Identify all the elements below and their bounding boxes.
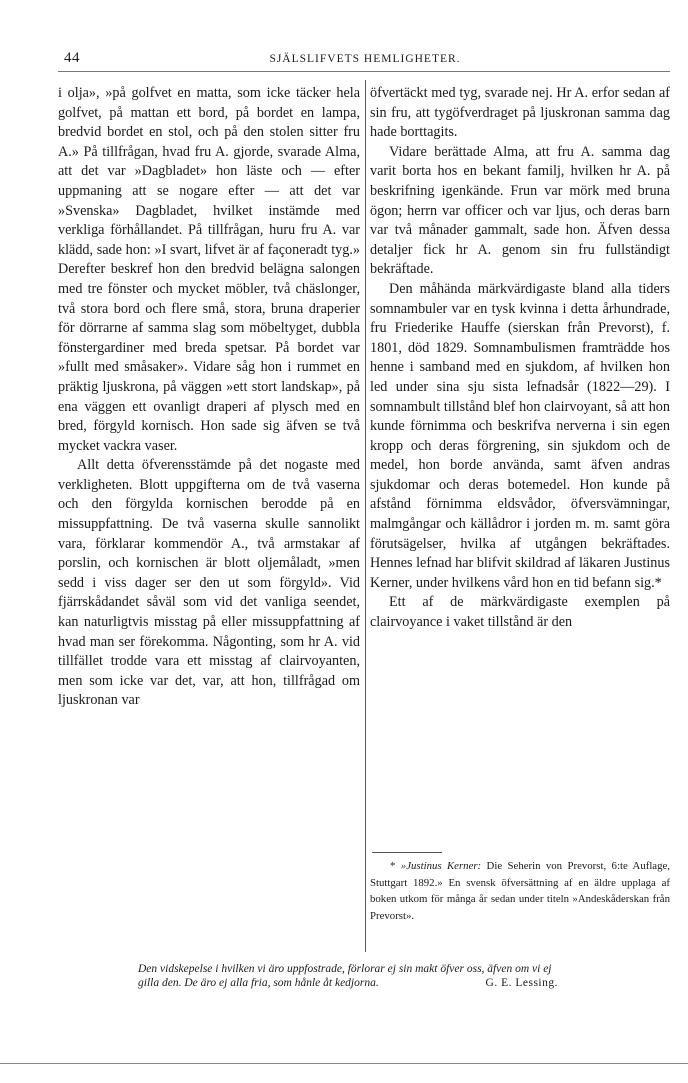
left-paragraph-1: i olja», »på golfvet en matta, som icke täcker hela golfvet, på mattan ett bord, på bordet en lampa, bredvid bordet en stol, och på den stolen sitter fru A.» På tillfrågan, hvad fru A. gjorde, svarade Alma, att det var »Dagbladet» hon läste och — efter uppmaning att se nogare efter — att det var »Svenska» Dagbladet, hvilket instämde med verkliga förhållandet. På tillfrågan, huru fru A. var klädd, sade hon: »I svart, lifvet är af façoneradt tyg.» Derefter beskref hon den bredvid belägna salongen med tre fönster och mycket möbler, två chäslonger, två stora bord och flere små, stora, bruna draperier för dörrarne af samma slag som möbeltyget, dubbla fönstergardiner med breda spetsar. På bordet var »fullt med småsaker». Vidare såg hon i rummet en präktig ljuskrona, på väggen »ett stort landskap», på ena väggen ett ovanligt draperi af plysch med en bred, förgyld kornisch. Hon sade sig äfven se två mycket vackra vaser. [58,85,360,454]
left-column [58,84,360,711]
right-paragraph-2: Vidare berättade Alma, att fru A. samma dag varit borta hos en bekant familj, hvilken hr A. på beskrifning igenkände. Frun var mörk med bruna ögon; herrn var officer och var ljus, och deras barn var två månader gammalt, sade hon. Äfven dessa detaljer fick hr A. genom sin fru fullständigt bekräftade. [370,143,670,278]
page-number: 44 [64,50,80,66]
footnote-marker: * [390,860,401,872]
right-paragraph-3: Den måhända märkvärdigaste bland alla tiders somnambuler var en tysk kvinna i detta århundrade, fru Friederike Hauffe (sierskan från Prevorst), f. 1801, död 1829. Somnambulismen framträdde hos henne i samband med en sjukdom, af hvilken hon led under sina sju sista lefnadsår (1822—29). I somnambult tillstånd blef hon clairvoyant, så att hon kunde förnimma och beskrifva nerverna i sin egen kropp och deras förgrening, sin sjukdom och de medel, hon borde använda, samt äfven andras sjukdomar och deras botemedel. Hon kunde på afstånd förnimma eldsvådor, öfversvämningar, malmgångar och källådror i jorden m. m. samt göra förutsägelser, hvilka af utgången bekräftades. Hennes lefnad har blifvit skildrad af läkaren Justinus Kerner, under hvilkens vård hon en tid befann sig.* [370,280,670,591]
right-column [370,84,670,633]
header-rule [58,71,670,72]
motto-block [138,962,558,990]
footnote-reference: »Justinus Kerner: [400,860,482,872]
running-title: SJÄLSLIFVETS HEMLIGHETER. [269,53,461,65]
bottom-rule [0,1063,688,1064]
motto-text: Den vidskepelse i hvilken vi äro uppfostrade, förlorar ej sin makt öfver oss, äfven om vi ej gilla den. De äro ej alla fria, som hånle åt kedjorna. [138,963,552,989]
column-divider [365,80,366,952]
footnote-text: Die Seherin von Prevorst, 6:te Auflage, Stuttgart 1892.» En svensk öfversättning af en äldre upplaga af boken utkom för många år sedan under titeln »Andeskåderskan från Prevorst». [370,860,670,922]
right-paragraph-1: öfvertäckt med tyg, svarade nej. Hr A. erfor sedan af sin fru, att tygöfverdraget på ljuskronan samma dag hade borttagits. [370,85,670,141]
right-paragraph-4: Ett af de märkvärdigaste exemplen på clairvoyance i vaket tillstånd är den [370,594,670,631]
footnote [370,858,670,924]
left-paragraph-2: Allt detta öfverensstämde på det nogaste med verkligheten. Blott uppgifterna om de två vaserna och den förgylda kornischen berodde på en missuppfattning. De två vaserna skulle sannolikt vara, förklarar kommendör A., två armstakar af porslin, och kornischen är blott oljemåladt, »men sedd i viss dager ser den ut som förgyld». Vid fjärrskådandet såväl som vid det vanliga seendet, kan naturligtvis misstag på eller missuppfattning af hvad man ser förekomma. Någonting, som hr A. vid tillfället trodde vara ett misstag af clairvoyanten, men som icke var det, var, att hon, tillfrågad om ljuskronan var [58,457,360,709]
footnote-rule [372,852,442,853]
motto-author: G. E. Lessing. [485,977,558,989]
